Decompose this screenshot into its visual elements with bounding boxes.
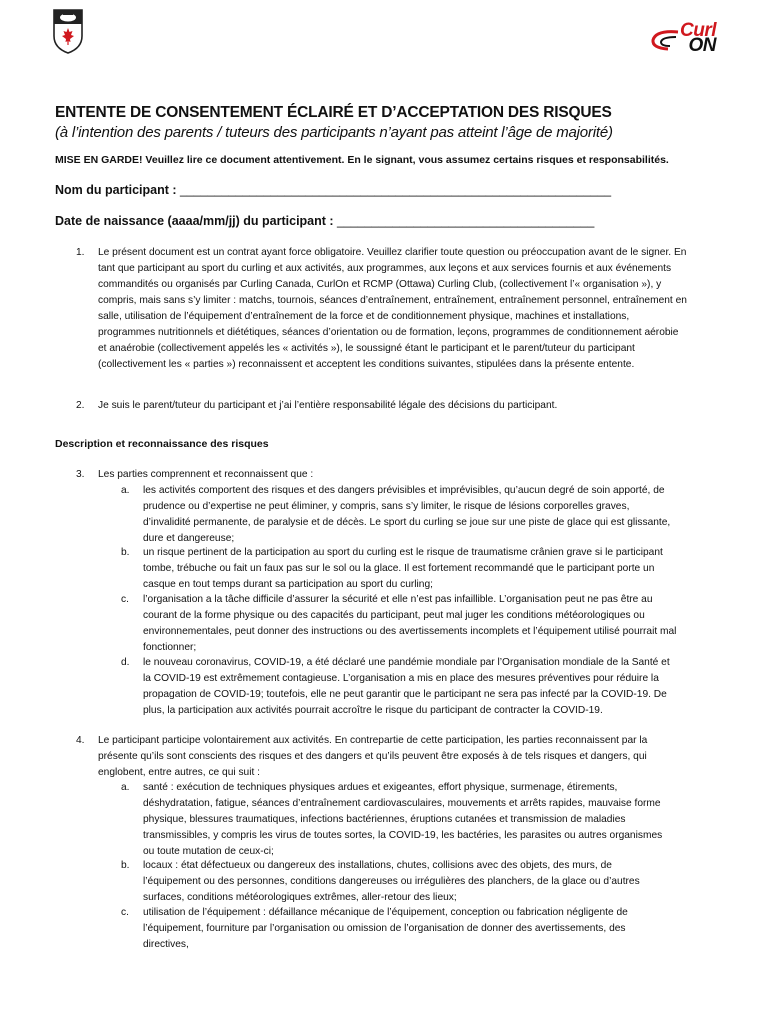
curlon-logo bbox=[650, 20, 720, 54]
item-3a-text: les activités comportent des risques et des dangers prévisibles et imprévisibles, qu’aucun degré de soin apporté, de prudence ou d’expertise ne peut éliminer, y compris, sans s’y limiter, le risque de lésions corporelles graves, d’invalidité permanente, de paralysie et de décès. Le sport du curling se joue sur une piste de glace qui est glissante, dure et dangereuse; bbox=[143, 485, 671, 544]
section-heading: Description et reconnaissance des risques bbox=[55, 438, 269, 450]
item-3d-letter: d. bbox=[121, 657, 130, 668]
item-4a-letter: a. bbox=[121, 782, 130, 793]
item-4-text: Le participant participe volontairement aux activités. En contrepartie de cette participation, les parties reconnaissent par la présente qu’ils sont conscients des risques et des dangers et qu’ils peuvent être exposés à de tels risques et dangers, qui englobent, entre autres, ce qui suit : bbox=[98, 735, 648, 778]
item-4-number: 4. bbox=[76, 735, 85, 746]
document-subtitle: (à l’intention des parents / tuteurs des participants n’ayant pas atteint l’âge de majorité) bbox=[55, 124, 613, 141]
participant-name-field bbox=[55, 183, 611, 197]
item-1-text: Le présent document est un contrat ayant force obligatoire. Veuillez clarifier toute question ou préoccupation avant de le signer. En tant que participant au sport du curling et aux activités, aux programmes, aux leçons et aux services fournis et aux événements commandités ou organisés par Curling Canada, CurlOn et RCMP (Ottawa) Curling Club, (collectivement l’« organisation »), y compris, mais sans s’y limiter : matchs, tournois, séances d’entraînement, entraînement, entraînement personnel, entraînement en salle, utilisation de l’équipement d’entraînement de la force et de conditionnement physique, machines et installations, programmes nutritionnels et diététiques, séances d’orientation ou de formation, leçons, programmes de conditionnement aérobie et anaérobie (collectivement appelés les « activités »), le soussigné étant le participant et le parent/tuteur du participant (collectivement les « parties ») reconnaissent et acceptent les conditions suivantes, stipulées dans la présente entente. bbox=[98, 247, 687, 370]
item-1-number: 1. bbox=[76, 247, 85, 258]
curlon-logo-on: ON bbox=[688, 35, 716, 56]
curlon-logo-curl: Curl bbox=[680, 20, 716, 41]
dob-field bbox=[55, 214, 594, 228]
item-2-text: Je suis le parent/tuteur du participant et j’ai l’entière responsabilité légale des décisions du participant. bbox=[98, 400, 558, 411]
item-4a-text: santé : exécution de techniques physiques ardues et exigeantes, effort physique, surmenage, étirements, déshydratation, fatigue, séances d’entraînement cardiovasculaires, mouvements et arrêts rapides, mauvaise forme physique, blessures traumatiques, infections bactériennes, éruptions cutanées et transmission de maladies transmissibles, y compris les virus de toutes sortes, la COVID-19, les bactéries, les parasites ou autres organismes ou toute mutation de ceux-ci; bbox=[143, 782, 663, 857]
item-3b-text: un risque pertinent de la participation au sport du curling est le risque de traumatisme crânien grave si le participant tombe, trébuche ou fait un faux pas sur le sol ou la glace. Il est fortement recommandé que le participant porte un casque en tout temps durant sa participation au sport du curling; bbox=[143, 547, 663, 590]
item-3d-text: le nouveau coronavirus, COVID-19, a été déclaré une pandémie mondiale par l’Organisation mondiale de la Santé et la COVID-19 est extrêmement contagieuse. L’organisation a mis en place des mesures préventives pour réduire la propagation de COVID-19; toutefois, elle ne peut garantir que le participant ne sera pas infecté par la COVID-19. De plus, la participation aux activités pourrait accroître le risque du participant de contracter la COVID-19. bbox=[143, 657, 670, 716]
item-3-text: Les parties comprennent et reconnaissent que : bbox=[98, 469, 314, 480]
item-3c-letter: c. bbox=[121, 594, 129, 605]
warning-notice: MISE EN GARDE! Veuillez lire ce document attentivement. En le signant, vous assumez certains risques et responsabilités. bbox=[55, 154, 669, 166]
item-3b-letter: b. bbox=[121, 547, 130, 558]
item-4c-letter: c. bbox=[121, 907, 129, 918]
dob-line[interactable]: _____________________________________ bbox=[337, 214, 595, 228]
curling-canada-crest-logo bbox=[52, 8, 84, 54]
item-2-number: 2. bbox=[76, 400, 85, 411]
swoosh-icon bbox=[650, 28, 680, 52]
item-3-number: 3. bbox=[76, 469, 85, 480]
participant-name-label: Nom du participant : bbox=[55, 183, 177, 197]
item-3a-letter: a. bbox=[121, 485, 130, 496]
item-4b-text: locaux : état défectueux ou dangereux des installations, chutes, collisions avec des objets, des murs, de l’équipement ou des personnes, conditions dangereuses ou irrégulières des planchers, de la glace ou d’autres surfaces, conditions météorologiques extrêmes, aller-retour des lieux; bbox=[143, 860, 640, 903]
participant-name-line[interactable]: ______________________________________________________________ bbox=[180, 183, 612, 197]
item-4c-text: utilisation de l’équipement : défaillance mécanique de l’équipement, conception ou fabrication négligente de l’équipement, fourniture par l’organisation ou omission de l’organisation de donner des avertissements, des directives, bbox=[143, 907, 628, 950]
document-title: ENTENTE DE CONSENTEMENT ÉCLAIRÉ ET D’ACCEPTATION DES RISQUES bbox=[55, 104, 612, 121]
item-3c-text: l’organisation a la tâche difficile d’assurer la sécurité et elle n’est pas infaillible. L’organisation peut ne pas être au courant de la forme physique ou des capacités du participant, peut mal juger les conditions météorologiques ou environnementales, peut donner des instructions ou des avertissements incomplets et l’équipement utilisé pourrait mal fonctionner; bbox=[143, 594, 677, 653]
item-4b-letter: b. bbox=[121, 860, 130, 871]
dob-label: Date de naissance (aaaa/mm/jj) du participant : bbox=[55, 214, 334, 228]
